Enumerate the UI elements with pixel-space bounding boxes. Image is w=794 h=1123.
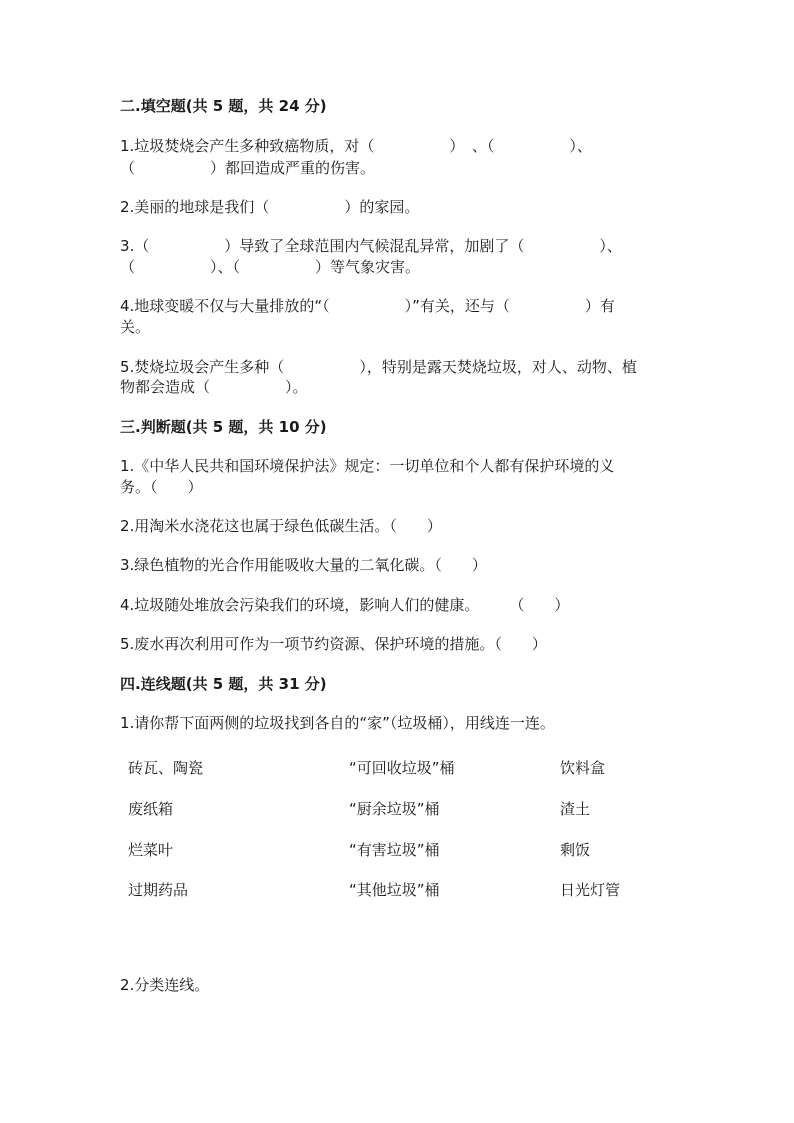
question-text: 4.垃圾随处堆放会污染我们的环境，影响人们的健康。 （ ） <box>120 596 570 614</box>
question-text: 3.绿色植物的光合作用能吸收大量的二氧化碳。（ ） <box>120 556 487 574</box>
match-left-item: 废纸箱 <box>128 800 174 818</box>
match-bin-item: “厨余垃圾”桶 <box>349 800 440 818</box>
question-text: 物都会造成（ ）。 <box>120 378 308 396</box>
question-text: 1.《中华人民共和国环境保护法》规定：一切单位和个人都有保护环境的义 <box>120 457 615 475</box>
match-right-item: 饮料盒 <box>560 759 606 777</box>
match-right-item: 剩饭 <box>560 841 591 859</box>
question-text: 1.垃圾焚烧会产生多种致癌物质，对（ ） 、（ ）、 <box>120 137 592 155</box>
match-bin-item: “可回收垃圾”桶 <box>349 759 455 777</box>
question-text: 2.分类连线。 <box>120 976 210 994</box>
match-left-item: 砖瓦、陶瓷 <box>128 759 204 777</box>
question-text: 4.地球变暖不仅与大量排放的“（ ）”有关，还与（ ）有 <box>120 297 615 315</box>
match-bin-item: “有害垃圾”桶 <box>349 841 440 859</box>
question-text: 2.美丽的地球是我们（ ）的家园。 <box>120 198 420 216</box>
section-heading-true-false: 三.判断题(共 5 题，共 10 分) <box>120 418 327 436</box>
question-text: 2.用淘米水浇花这也属于绿色低碳生活。（ ） <box>120 517 442 535</box>
match-left-item: 过期药品 <box>128 881 189 899</box>
question-text: 5.废水再次利用可作为一项节约资源、保护环境的措施。（ ） <box>120 635 547 653</box>
match-left-item: 烂菜叶 <box>128 841 174 859</box>
question-text: 务。（ ） <box>120 478 203 496</box>
question-text: 1.请你帮下面两侧的垃圾找到各自的“家”（垃圾桶），用线连一连。 <box>120 714 555 732</box>
section-heading-fill-in: 二.填空题(共 5 题，共 24 分) <box>120 97 327 115</box>
match-right-item: 日光灯管 <box>560 881 621 899</box>
match-right-item: 渣土 <box>560 800 591 818</box>
question-text: 3.（ ）导致了全球范围内气候混乱异常，加剧了（ ）、 <box>120 237 622 255</box>
question-text: 5.焚烧垃圾会产生多种（ ），特别是露天焚烧垃圾，对人、动物、植 <box>120 358 637 376</box>
question-text: （ ）都回造成严重的伤害。 <box>120 159 376 177</box>
question-text: 关。 <box>120 318 151 336</box>
section-heading-matching: 四.连线题(共 5 题，共 31 分) <box>120 675 327 693</box>
match-bin-item: “其他垃圾”桶 <box>349 881 440 899</box>
question-text: （ ）、（ ）等气象灾害。 <box>120 258 421 276</box>
